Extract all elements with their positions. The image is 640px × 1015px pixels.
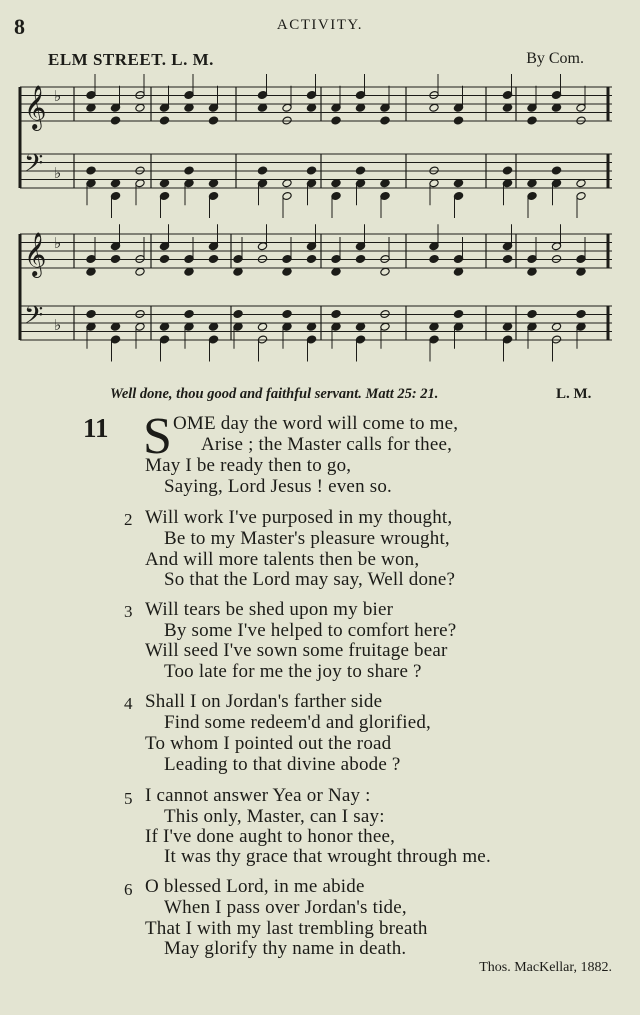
notehead <box>527 267 537 276</box>
notehead <box>331 116 341 125</box>
stanza-2-line-3: And will more talents then be won, <box>145 549 420 570</box>
notehead <box>306 103 316 112</box>
stanza-1-line-1-text: day the word will come to me, <box>215 413 459 434</box>
notehead <box>86 310 96 319</box>
notehead <box>380 267 390 276</box>
notehead <box>110 322 120 331</box>
notehead <box>257 322 267 331</box>
stanza-2-line-4: So that the Lord may say, Well done? <box>164 569 456 590</box>
stanza-3-line-1: Will tears be shed upon my bier <box>145 599 394 620</box>
stanza-3-number: 3 <box>124 602 133 621</box>
notehead <box>110 116 120 125</box>
notehead <box>380 179 390 188</box>
stanza-2-number: 2 <box>124 510 133 529</box>
bass-clef-icon: 𝄢 <box>24 149 44 184</box>
notehead <box>355 322 365 331</box>
stanza-5-number: 5 <box>124 789 133 808</box>
stanza-4-line-1: Shall I on Jordan's farther side <box>145 691 383 712</box>
stanza-5-line-4: It was thy grace that wrought through me. <box>164 846 491 867</box>
notehead <box>331 310 341 319</box>
stanza-5-line-3: If I've done aught to honor thee, <box>145 826 396 847</box>
notehead <box>502 255 512 264</box>
notehead <box>135 267 145 276</box>
author-credit: Thos. MacKellar, 1882. <box>479 960 612 975</box>
notehead <box>453 267 463 276</box>
notehead <box>184 166 194 175</box>
treble-clef-icon: 𝄞 <box>24 232 47 276</box>
notehead <box>527 179 537 188</box>
notehead <box>110 255 120 264</box>
flat-sign-icon: ♭ <box>54 234 62 252</box>
notehead <box>429 322 439 331</box>
notehead <box>257 166 267 175</box>
stanza-5-line-1: I cannot answer Yea or Nay : <box>145 785 371 806</box>
notehead <box>159 179 169 188</box>
stanza-4-line-3: To whom I pointed out the road <box>145 733 392 754</box>
notehead <box>208 116 218 125</box>
bass-clef-icon: 𝄢 <box>24 301 44 336</box>
notehead <box>184 310 194 319</box>
notehead <box>110 179 120 188</box>
notehead <box>135 103 145 112</box>
notehead <box>306 255 316 264</box>
notehead <box>159 116 169 125</box>
notehead <box>429 255 439 264</box>
notehead <box>282 267 292 276</box>
notehead <box>282 179 292 188</box>
notehead <box>502 322 512 331</box>
notehead <box>86 103 96 112</box>
stanza-6-line-1: O blessed Lord, in me abide <box>145 876 365 897</box>
stanza-6-line-3: That I with my last trembling breath <box>145 918 428 939</box>
flat-sign-icon: ♭ <box>54 87 62 105</box>
notehead <box>159 255 169 264</box>
notehead <box>306 322 316 331</box>
small-caps-opening: OME <box>173 413 216 434</box>
notehead <box>453 310 463 319</box>
stanza-2-line-1: Will work I've purposed in my thought, <box>145 507 453 528</box>
scripture-reference: Well done, thou good and faithful servant. Matt 25: 21. <box>110 386 439 402</box>
notehead <box>257 103 267 112</box>
composer-credit: By Com. <box>526 50 584 67</box>
flat-sign-icon: ♭ <box>54 316 62 334</box>
stanza-5-line-2: This only, Master, can I say: <box>164 806 385 827</box>
stanza-4-line-2: Find some redeem'd and glorified, <box>164 712 431 733</box>
notehead <box>429 103 439 112</box>
notehead <box>86 166 96 175</box>
notehead <box>184 267 194 276</box>
notehead <box>159 322 169 331</box>
notehead <box>502 103 512 112</box>
notehead <box>527 310 537 319</box>
stanza-2-line-2: Be to my Master's pleasure wrought, <box>164 528 450 549</box>
stanza-3-line-2: By some I've helped to comfort here? <box>164 620 457 641</box>
drop-cap: S <box>143 408 172 465</box>
notehead <box>551 166 561 175</box>
notehead <box>355 255 365 264</box>
notehead <box>355 103 365 112</box>
notehead <box>233 267 243 276</box>
stanza-1-line-2: Arise ; the Master calls for thee, <box>201 434 453 455</box>
notehead <box>282 310 292 319</box>
music-notation <box>16 74 626 364</box>
stanza-4-line-4: Leading to that divine abode ? <box>164 754 401 775</box>
notehead <box>576 179 586 188</box>
stanza-1-line-1 <box>173 413 458 435</box>
tune-title: ELM STREET. L. M. <box>48 50 214 69</box>
notehead <box>551 322 561 331</box>
notehead <box>208 179 218 188</box>
running-head: ACTIVITY. <box>276 17 364 33</box>
notehead <box>331 179 341 188</box>
stanza-6-line-4: May glorify thy name in death. <box>164 938 407 959</box>
notehead <box>331 267 341 276</box>
stanza-4-number: 4 <box>124 694 133 713</box>
notehead <box>551 103 561 112</box>
notehead <box>184 103 194 112</box>
notehead <box>233 310 243 319</box>
notehead <box>208 255 218 264</box>
stanza-1-line-3: May I be ready then to go, <box>145 455 352 476</box>
notehead <box>306 166 316 175</box>
notehead <box>86 267 96 276</box>
notehead <box>527 116 537 125</box>
flat-sign-icon: ♭ <box>54 164 62 182</box>
stanza-3-line-3: Will seed I've sown some fruitage bear <box>145 640 448 661</box>
notehead <box>502 166 512 175</box>
notehead <box>453 116 463 125</box>
hymn-number: 11 <box>83 413 109 443</box>
notehead <box>576 267 586 276</box>
treble-clef-icon: 𝄞 <box>24 85 47 129</box>
stanza-1-line-4: Saying, Lord Jesus ! even so. <box>164 476 392 497</box>
meter-label: L. M. <box>556 386 592 402</box>
page-number: 8 <box>14 14 25 39</box>
notehead <box>208 322 218 331</box>
stanza-6-number: 6 <box>124 880 133 899</box>
notehead <box>380 116 390 125</box>
stanza-3-line-4: Too late for me the joy to share ? <box>164 661 422 682</box>
stanza-6-line-2: When I pass over Jordan's tide, <box>164 897 407 918</box>
notehead <box>576 310 586 319</box>
notehead <box>453 179 463 188</box>
notehead <box>355 166 365 175</box>
